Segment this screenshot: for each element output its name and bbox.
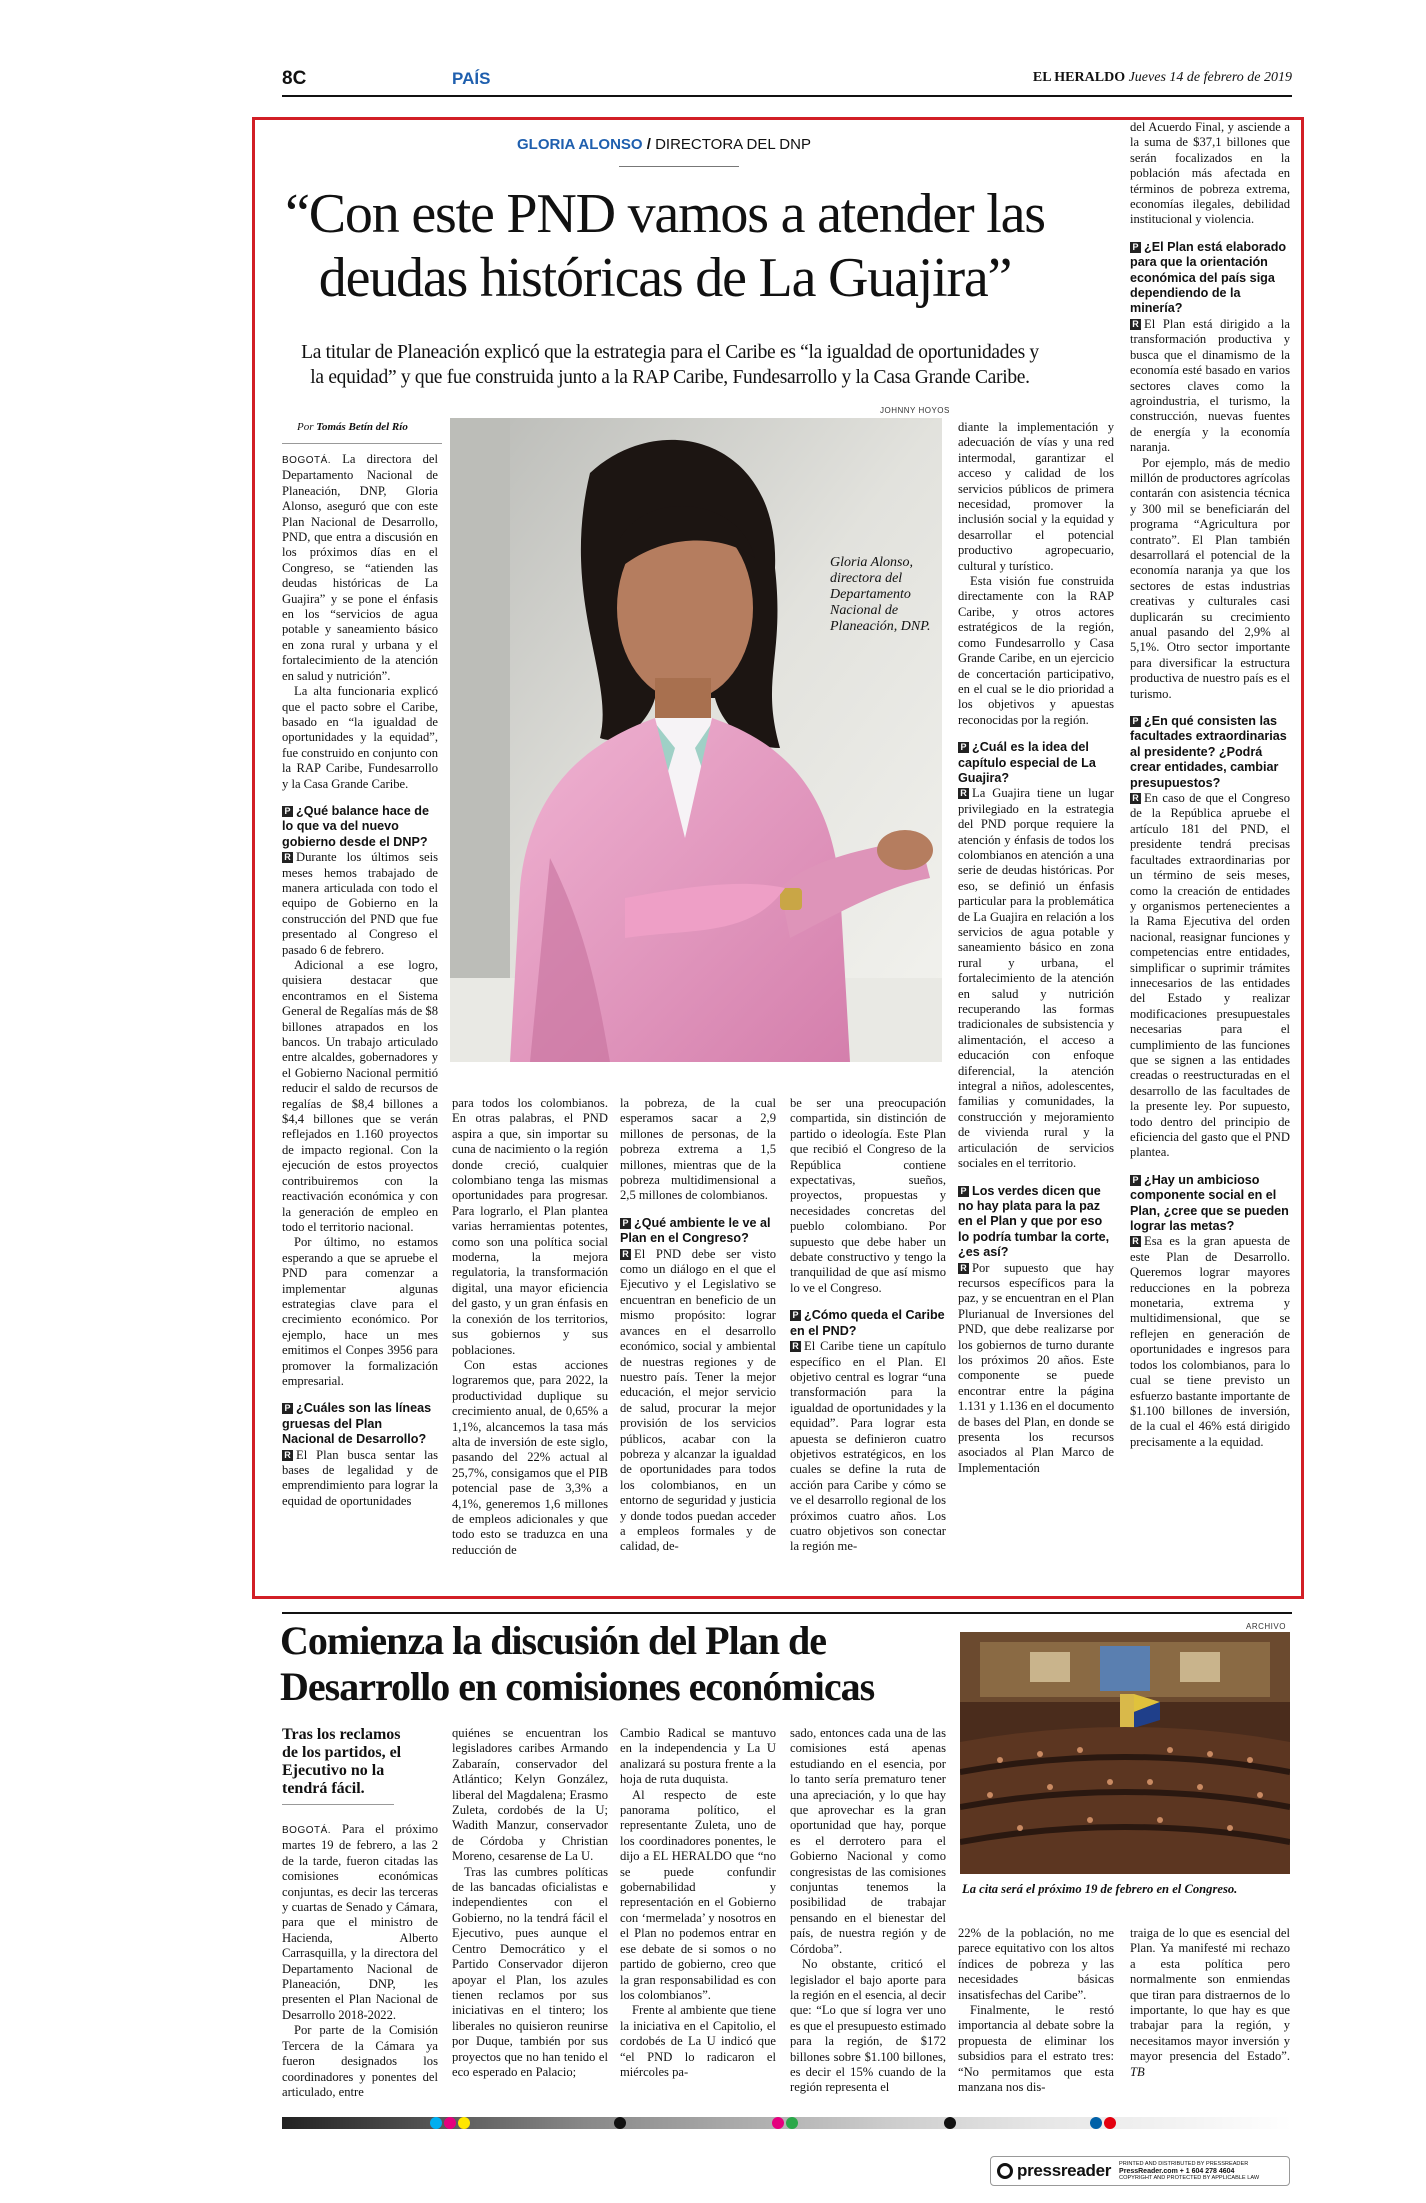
main-c6-p2: Por ejemplo, más de medio millón de productores agrícolas contarán con asistencia técnica y 300 mil se beneficiarán del programa “Agricultura por contrato”. El Plan también desarrollará el potencial de la economía naranja ya que los sectores de estas industrias creativas y culturales casi duplicarán su crecimiento anual pasando del 2,9% al 5,1%. Otro sector importante para diversificar la estructura productiva de nuestro país es el turismo. [1130,455,1290,701]
second-column-1 [282,1822,438,2100]
main-c6-q2: ¿En qué consisten las facultades extraordinarias al presidente? ¿Podrá crear entidades, cambiar presupuestos? [1130,714,1287,790]
second-c3-p3: Frente al ambiente que tiene la iniciativa en el Capitolio, el cordobés de La U indicó que “el PND lo radicaron el miércoles pa- [620,2003,776,2079]
main-c2-p2: Con estas acciones lograremos que, para 2022, la productividad duplique su crecimiento anual, de 0,65% a 1,1%, alcancemos la tasa más alta de inversión de este siglo, pasando del 22% actual al 25,7%, consigamos que el PIB potencial pase de 3,3% a 4,1%, generemos 1,6 millones de empleos adicionales y que todo esto se traduzca en una reducción de [452,1357,608,1557]
main-dateline: BOGOTÁ. [282,455,332,466]
main-c4-p1: be ser una preocupación compartida, sin distinción de partido o ideología. Este Plan que recibió el Congreso de la República contiene expectativas, sueños, proyectos, propuestas y necesidades concretas del pueblo colombiano. Por supuesto que debe haber un debate constructivo y tengo la tranquilidad de que así mismo lo ve el Congreso. [790,1096,946,1295]
question-marker: P [1130,1175,1141,1186]
second-c5-p1: 22% de la población, no me parece equitativo con los altos índices de pobreza y las necesidades básicas insatisfechas del Caribe”. [958,1926,1114,2002]
dot-green [786,2117,798,2129]
main-c2-p1: para todos los colombianos. En otras palabras, el PND aspira a que, sin importar su cuna de nacimiento o la región donde creció, cualquier colombiano tenga las mismas oportunidades para progresar. Para lograrlo, el Plan plantea varias herramientas potentes, como son una política social moderna, la mejora regulatoria, la transformación digital, una mayor eficiencia del gasto, y un gran énfasis en la conexión de los territorios, sus gobiernos y sus poblaciones. [452,1096,608,1357]
main-c1-a1: Durante los últimos seis meses hemos trabajado de manera articulada con todo el equipo de Gobierno en la construcción del PND que fue presentado al Congreso el pasado 6 de febrero. [282,850,438,957]
dot-red [1104,2117,1116,2129]
second-c5-p2: Finalmente, le restó importancia al debate sobre la propuesta de eliminar los subsidios para el estrato tres: “No permitamos que esta manzana nos dis- [958,2003,1114,2095]
second-photo-credit: ARCHIVO [1246,1622,1286,1631]
main-c5-a2: Por supuesto que hay recursos específicos para la paz, y se encuentran en el Plan Plurianual de Inversiones del PND, que debe realizarse por los gobiernos de turno durante los próximos 20 años. Este componente se puede encontrar entre la página 1.131 y 1.136 en el documento de bases del Plan, en donde se presenta los recursos asociados al Plan Marco de Implementación [958,1260,1114,1475]
main-c6-p1: del Acuerdo Final, y asciende a la suma de $37,1 billones que serán focalizados en la población más afectada en términos de pobreza extrema, economías ilegales, debilidad institucional y violencia. [1130,120,1290,227]
legal-line-3: COPYRIGHT AND PROTECTED BY APPLICABLE LAW [1119,2174,1260,2181]
headline-line-2: deudas históricas de La Guajira” [318,247,1012,309]
pressreader-logo-icon [997,2163,1013,2179]
main-c4-q1: ¿Cómo queda el Caribe en el PND? [790,1308,945,1338]
answer-marker: R [282,1450,293,1461]
byline [297,421,408,433]
page-number: 8C [282,68,307,89]
question-marker: P [282,806,293,817]
second-photo-caption: La cita será el próximo 19 de febrero en el Congreso. [962,1882,1238,1896]
pressreader-brand: pressreader [1017,2161,1112,2180]
photo-caption: Gloria Alonso, directora del Departamento Nacional de Planeación, DNP. [830,555,931,634]
photo-credit: JOHNNY HOYOS [880,406,950,415]
main-c3-q1: ¿Qué ambiente le ve al Plan en el Congreso? [620,1215,771,1246]
legal-line-2: PressReader.com + 1 604 278 4604 [1119,2167,1235,2175]
main-c5-p1: diante la implementación y adecuación de vías y una red intermodal, garantizar el acceso y calidad de los servicios públicos de primera necesidad, promover la inclusión social y la equidad y desarrollar el potencial productivo agropecuario, cultural y turístico. [958,420,1114,573]
byline-rule [282,443,442,444]
dot-magenta [444,2117,456,2129]
answer-marker: R [1130,319,1141,330]
dot-magenta-2 [772,2117,784,2129]
question-marker: P [1130,716,1141,727]
dot-black [614,2117,626,2129]
main-c1-p1: La directora del Departamento Nacional de Planeación, DNP, Gloria Alonso, aseguró que con este Plan Nacional de Desarrollo, PND, que entra a discusión en los próximos días en el Congreso, se “atienden las deudas históricas de La Guajira” y se pone el énfasis en los “servicios de agua potable y saneamiento básico en zona rural y urbana y el fortalecimiento de la atención en salud y nutrición”. [282,452,438,683]
byline-name: Tomás Betín del Río [316,421,408,433]
pressreader-badge [990,2156,1290,2186]
main-column-2 [452,1096,608,1558]
main-c5-q1: ¿Cuál es la idea del capítulo especial de La Guajira? [958,740,1096,785]
portrait-photo [450,418,942,1062]
main-c5-q2: Los verdes dicen que no hay plata para la paz en el Plan y que por eso lo podría tumbar la corte, ¿es así? [958,1183,1110,1260]
main-c6-q3: ¿Hay un ambicioso componente social en el Plan, ¿cree que se pueden lograr las metas? [1130,1172,1289,1234]
second-c6-p1: traiga de lo que es esencial del Plan. Ya manifesté mi rechazo a esta política pero normalmente son enmiendas que tiran para distraernos de lo importante, lo que hay es que trabajar para la región, y necesitamos mayor inversión y mayor presencia del Estado”. [1130,1926,1290,2064]
main-c6-a2: En caso de que el Congreso de la República apruebe el artículo 181 del PND, el presidente tendrá precisas facultades extraordinarias por un término de seis meses, como la creación de entidades y organismos pertenecientes a la Rama Ejecutiva del orden nacional, reasignar funciones y competencias entre entidades, simplificar o suprimir trámites innecesarios de las entidades del Estado y realizar modificaciones presupuestales necesarias para el cumplimiento de las funciones que se signen a las entidades creadas o reestructuradas en el desarrollo de las facultades de la presente ley. Por supuesto, todo dentro del principio de eficiencia del gasto que el PND plantea. [1130,791,1290,1160]
article-kicker [270,136,1058,153]
main-c5-a1: La Guajira tiene un lugar privilegiado en la estrategia del PND porque requiere la atención y énfasis de todos los colombianos en atención a una serie de deudas históricas. Por eso, se definió un énfasis particular para la problemática de La Guajira en relación a los servicios de agua potable y saneamiento básico en zona rural y urbana, el fortalecimiento de la atención en salud y nutrición recuperando las formas tradicionales de subsistencia y alimentación, el acceso a educación con enfoque diferencial, la atención integral a niños, adolescentes, familias y comunidades, la construcción y mejoramiento de vivienda rural y la articulación de servicios sociales en el territorio. [958,786,1114,1171]
second-column-5 [958,1926,1114,2095]
answer-marker: R [620,1249,631,1260]
second-dateline: BOGOTÁ. [282,1825,332,1836]
main-column-4 [790,1096,946,1555]
second-c1-p1: Para el próximo martes 19 de febrero, a las 2 de la tarde, fueron citadas las comisiones económicas conjuntas, es decir las terceras y cuartas de Senado y Cámara, para que el ministro de Hacienda, Alberto Carrasquilla, y la directora del Departamento Nacional de Planeación, DNP, les presenten el Plan Nacional de Desarrollo 2018-2022. [282,1822,438,2022]
answer-marker: R [958,788,969,799]
question-marker: P [1130,242,1141,253]
dot-yellow [458,2117,470,2129]
headline-line-1: “Con este PND vamos a atender las [285,183,1045,245]
answer-marker: R [790,1341,801,1352]
answer-marker: R [958,1263,969,1274]
second-c1-p2: Por parte de la Comisión Tercera de la Cámara ya fueron designados los coordinadores y ponentes del articulado, entre [282,2023,438,2099]
main-c5-p2: Esta visión fue construida directamente con la RAP Caribe, y otros actores estratégicos de la región, como Fundesarrollo y Casa Grande Caribe, en un ejercicio de concertación participativo, en el cual se le dio prioridad a los objetivos y apuestas reconocidas por la región. [958,574,1114,727]
main-c6-a1: El Plan está dirigido a la transformación productiva y busca que el dinamismo de la economía esté basado en varios sectores claves como la agroindustria, el turismo, la construcción, nuevas fuentes de energía y la economía naranja. [1130,316,1290,455]
main-c6-a3: Esa es la gran apuesta de este Plan de Desarrollo. Queremos lograr mayores reducciones en la pobreza monetaria, extrema y multidimensional, que se reflejen en generación de oportunidades e ingresos para todos los colombianos, para lo cual se tiene previsto un esfuerzo bastante importante de $1.100 billones de inversión, de la cual el 46% está dirigido precisamente a la equidad. [1130,1234,1290,1449]
kicker-rule [619,166,739,167]
dot-black-2 [944,2117,956,2129]
main-column-5 [958,420,1114,1476]
second-column-3 [620,1726,776,2080]
question-marker: P [620,1218,631,1229]
question-marker: P [958,742,969,753]
question-marker: P [958,1186,969,1197]
header-rule [282,95,1292,97]
main-c1-q1: ¿Qué balance hace de lo que va del nuevo gobierno desde el DNP? [282,803,429,849]
main-c4-a1: El Caribe tiene un capítulo específico en el Plan. El objetivo central es lograr “una transformación para la igualdad de oportunidades y la equidad”. Para lograr esta apuesta se definieron cuatro objetivos estratégicos, en los cuales se define la ruta de acción para Caribe y cómo se ve el desarrollo regional de los próximos cuatro años. Los cuatro objetivos son conectar la región me- [790,1339,946,1554]
dot-cyan [430,2117,442,2129]
main-c1-p4: Por último, no estamos esperando a que se apruebe el PND para comenzar a implementar algunas estrategias clave para el crecimiento económico. Por ejemplo, hace un mes emitimos el Conpes 3956 para promover la formalización empresarial. [282,1235,438,1388]
second-c3-p2: Al respecto de este panorama político, el representante Zuleta, uno de los coordinadores ponentes, le dijo a EL HERALDO que “no se puede confundir gobernabilidad y representación en el Gobierno con ‘mermelada’ y nosotros en el Plan no podemos entrar en ese debate de si somos o no partido de gobierno, creo que la gran responsabilidad es con los colombianos”. [620,1787,776,2002]
newspaper-name: EL HERALDO [1032,70,1126,85]
deck-line-2: la equidad” y que fue construida junto a la RAP Caribe, Fundesarrollo y la Casa Grande Caribe. [310,367,1030,388]
second-c2-p2: Tras las cumbres políticas de las bancadas oficialistas e independientes con el Gobierno, no la tendrá fácil el Ejecutivo, pues aunque el Centro Democrático y el Partido Conservador dijeron apoyar el Plan, los azules tienen reclamos por sus iniciativas en el tintero; los liberales no quisieron reunirse por Duque, también por sus proyectos que no han tenido el eco esperado en Palacio; [452,1864,608,2079]
masthead-date [1033,70,1292,86]
second-column-2 [452,1726,608,2080]
pressreader-legal [1119,2161,1259,2182]
congress-photo [960,1632,1290,1874]
issue-date: Jueves 14 de febrero de 2019 [1128,70,1292,85]
main-c1-a2: El Plan busca sentar las bases de legalidad y de emprendimiento para lograr la equidad de oportunidades [282,1447,438,1508]
kicker-role: DIRECTORA DEL DNP [655,136,811,153]
main-c1-q2: ¿Cuáles son las líneas gruesas del Plan Nacional de Desarrollo? [282,1401,432,1447]
main-c3-a1: El PND debe ser visto como un diálogo en el que el Ejecutivo y el Legislativo se encuentran en beneficio de un mismo propósito: lograr avances en el desarrollo económico, social y ambiental de nuestras regiones y de nuestro país. Tener la mejor educación, el mejor servicio de salud, procurar la mejor provisión de los servicios públicos, acabar con la pobreza y alcanzar la igualdad de oportunidades para todos los colombianos, en un entorno de seguridad y justicia y donde todos puedan acceder a empleos formales y de calidad, de- [620,1246,776,1554]
article-deck [270,340,1070,390]
second-c2-p1: quiénes se encuentran los legisladores caribes Armando Zabaraín, conservador del Atlántico; Kelyn González, liberal del Magdalena; Erasmo Zuleta, cordobés de la U; Wadith Manzur, conservador de Córdoba y Christian Moreno, cesarense de La U. [452,1726,608,1864]
second-headline-line-1: Comienza la discusión del Plan de [280,1618,826,1663]
second-signature: TB [1130,2064,1145,2079]
second-summary: Tras los reclamos de los partidos, el Ejecutivo no la tendrá fácil. [282,1726,402,1797]
kicker-name: GLORIA ALONSO [517,136,643,153]
second-c4-p2: No obstante, criticó el legislador el bajo aporte para la región en el esencia, al decir que: “Lo que sí logra ver uno es que el presupuesto estimado para la región, de $172 billones sobre $1.100 billones, es decir el 15% cuando de la región representa el [790,1957,946,2095]
answer-marker: R [282,852,293,863]
article-headline [260,182,1070,310]
main-column-1 [282,452,438,1509]
color-dots [282,2117,1292,2129]
question-marker: P [790,1310,801,1321]
legal-line-1: PRINTED AND DISTRIBUTED BY PRESSREADER [1119,2160,1249,2167]
second-c4-p1: sado, entonces cada una de las comisiones está apenas estudiando en el esencia, por lo tanto sería prematuro tener una apreciación, y lo que hay que aprovechar es la gran oportunidad que hay, porque es el derrotero para el Gobierno Nacional y como congresistas de las comisiones conjuntas tenemos la posibilidad de trabajar pensando en el bienestar del país, de nuestra región y de Córdoba”. [790,1726,946,1956]
deck-line-1: La titular de Planeación explicó que la estrategia para el Caribe es “la igualdad de oportunidades y [301,342,1039,363]
kicker-separator: / [646,136,651,153]
second-c3-p1: Cambio Radical se mantuvo en la independencia y La U analizará su postura frente a la hoja de ruta duquista. [620,1726,776,1787]
second-headline-line-2: Desarrollo en comisiones económicas [280,1664,875,1709]
main-c3-p1: la pobreza, de la cual esperamos sacar a 2,9 millones de personas, de la pobreza extrema a 1,5 millones, mientras que de la pobreza multidimensional a 2,5 millones de colombianos. [620,1096,776,1203]
answer-marker: R [1130,793,1141,804]
dot-blue [1090,2117,1102,2129]
portrait-illustration [450,418,942,1062]
second-headline [280,1618,960,1710]
main-c1-p2: La alta funcionaria explicó que el pacto sobre el Caribe, basado en “la igualdad de oportunidades y la equidad”, fue construido en conjunto con la RAP Caribe, Fundesarrollo y la Casa Grande Caribe. [282,684,438,791]
main-column-3 [620,1096,776,1555]
main-c1-p3: Adicional a ese logro, quisiera destacar que encontramos en el Sistema General de Regalías más de $8 billones atrapados en los bancos. Un trabajo articulado entre alcaldes, gobernadores y el Gobierno Nacional permitió reducir el saldo de recursos de regalías de $8,4 billones a $4,4 billones que se verán reflejados en 1.160 proyectos de impacto regional. Con la ejecución de estos proyectos contribuiremos con la reactivación económica y con la generación de empleo en todo el territorio nacional. [282,958,438,1234]
second-summary-rule [282,1804,394,1805]
second-article-rule [282,1612,1292,1614]
second-column-4 [790,1726,946,2096]
answer-marker: R [1130,1236,1141,1247]
byline-prefix: Por [297,421,314,433]
second-column-6 [1130,1926,1290,2080]
main-column-6 [1130,120,1290,1450]
section-name: PAÍS [452,69,491,88]
main-c6-q1: ¿El Plan está elaborado para que la orientación económica del país siga dependiendo de la minería? [1130,239,1287,316]
congress-illustration [960,1632,1290,1874]
question-marker: P [282,1403,293,1414]
